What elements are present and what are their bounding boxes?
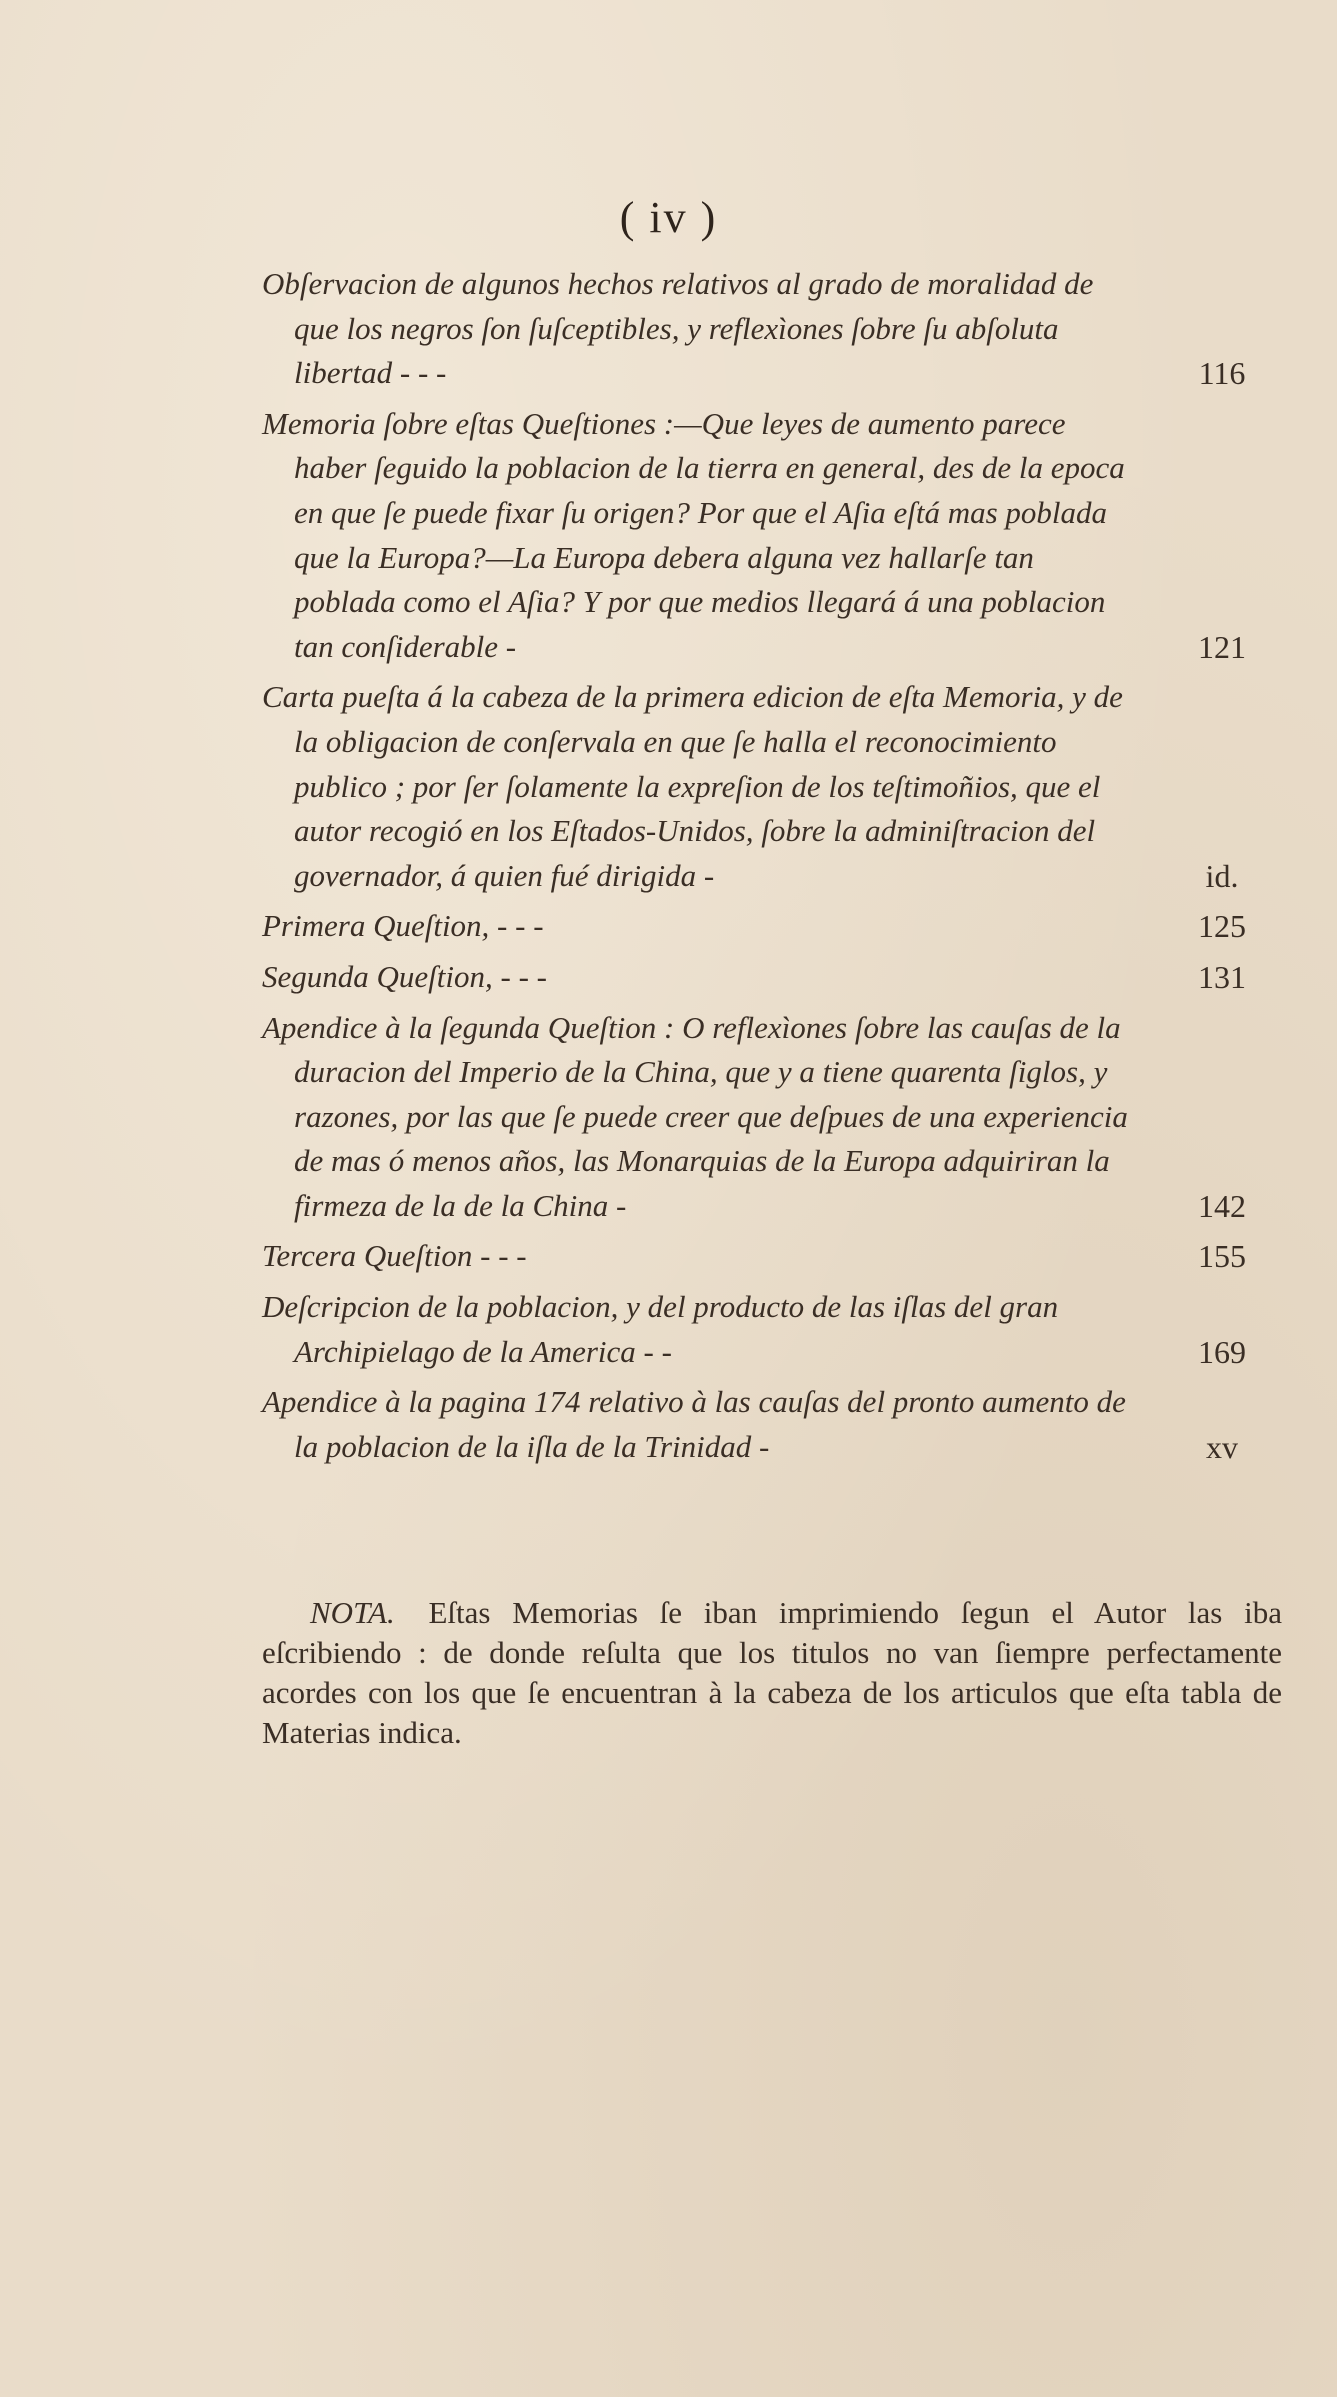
toc-entry bbox=[262, 904, 1262, 949]
page-number-header: ( iv ) bbox=[619, 193, 718, 242]
toc-entry-page: 155 bbox=[1198, 1238, 1246, 1275]
toc-entry-title: Obſervacion de algunos hechos relativos al grado de moralidad de que los negros ſon ſuſceptibles, y reflexìones ſobre ſu abſoluta libertad - - - bbox=[262, 266, 1094, 391]
toc-entry-title: Apendice à la ſegunda Queſtion : O reflexìones ſobre las cauſas de la duracion del Imperio de la China, que y a tiene quarenta ſiglos, y razones, por las que ſe puede creer que deſpues de una experiencia de mas ó menos años, las Monarquias de la Europa adquiriran la firmeza de la de la China - bbox=[262, 1009, 1128, 1223]
toc-entry bbox=[262, 262, 1262, 396]
toc-entry bbox=[262, 1380, 1262, 1469]
toc-entry-page: 121 bbox=[1198, 628, 1246, 665]
toc-entry bbox=[262, 1285, 1262, 1374]
toc-entry-title: Carta pueſta á la cabeza de la primera edicion de eſta Memoria, y de la obligacion de conſervala en que ſe halla el reconocimiento publico ; por ſer ſolamente la expreſion de los teſtimoñios, que el autor recogió en los Eſtados-Unidos, ſobre la adminiſtracion del governador, á quien fué dirigida - bbox=[262, 679, 1123, 893]
toc-entry-title: Tercera Queſtion - - - bbox=[262, 1238, 527, 1274]
toc-entry-page: 131 bbox=[1198, 958, 1246, 995]
toc-entry-title: Memoria ſobre eſtas Queſtiones :—Que leyes de aumento parece haber ſeguido la poblacion de la tierra en general, des de la epoca en que ſe puede fixar ſu origen? Por que el Aſia eſtá mas poblada que la Europa?—La Europa debera alguna vez hallarſe tan poblada como el Aſia? Y por que medios llegará á una poblacion tan conſiderable - bbox=[262, 405, 1125, 664]
nota-label: NOTA. bbox=[310, 1595, 395, 1630]
toc-entry bbox=[262, 1234, 1262, 1279]
toc-entry-title: Segunda Queſtion, - - - bbox=[262, 958, 547, 994]
toc-entry-title: Apendice à la pagina 174 relativo à las cauſas del pronto aumento de la poblacion de la iſla de la Trinidad - bbox=[262, 1384, 1126, 1464]
toc-entry-title: Deſcripcion de la poblacion, y del producto de las iſlas del gran Archipielago de la America - - bbox=[262, 1289, 1059, 1369]
nota-paragraph bbox=[262, 1593, 1282, 1753]
toc-entry bbox=[262, 402, 1262, 670]
nota-text: Eſtas Memorias ſe iban imprimiendo ſegun el Autor las iba eſcribiendo : de donde reſulta que los titulos no van ſiempre perfectamente acordes con los que ſe encuentran à la cabeza de los articulos que eſta tabla de Materias indica. bbox=[262, 1595, 1282, 1750]
toc-entry-page: id. bbox=[1205, 857, 1239, 894]
toc-entry bbox=[262, 955, 1262, 1000]
toc-entry-page: 142 bbox=[1198, 1187, 1246, 1224]
toc-entry bbox=[262, 675, 1262, 898]
toc-entry-page: xv bbox=[1206, 1428, 1238, 1465]
toc-entry-page: 116 bbox=[1198, 355, 1246, 392]
toc-entry-title: Primera Queſtion, - - - bbox=[262, 908, 544, 944]
toc-entry bbox=[262, 1006, 1262, 1229]
table-of-contents bbox=[262, 262, 1262, 1475]
toc-entry-page: 125 bbox=[1198, 908, 1246, 945]
toc-entry-page: 169 bbox=[1198, 1333, 1246, 1370]
